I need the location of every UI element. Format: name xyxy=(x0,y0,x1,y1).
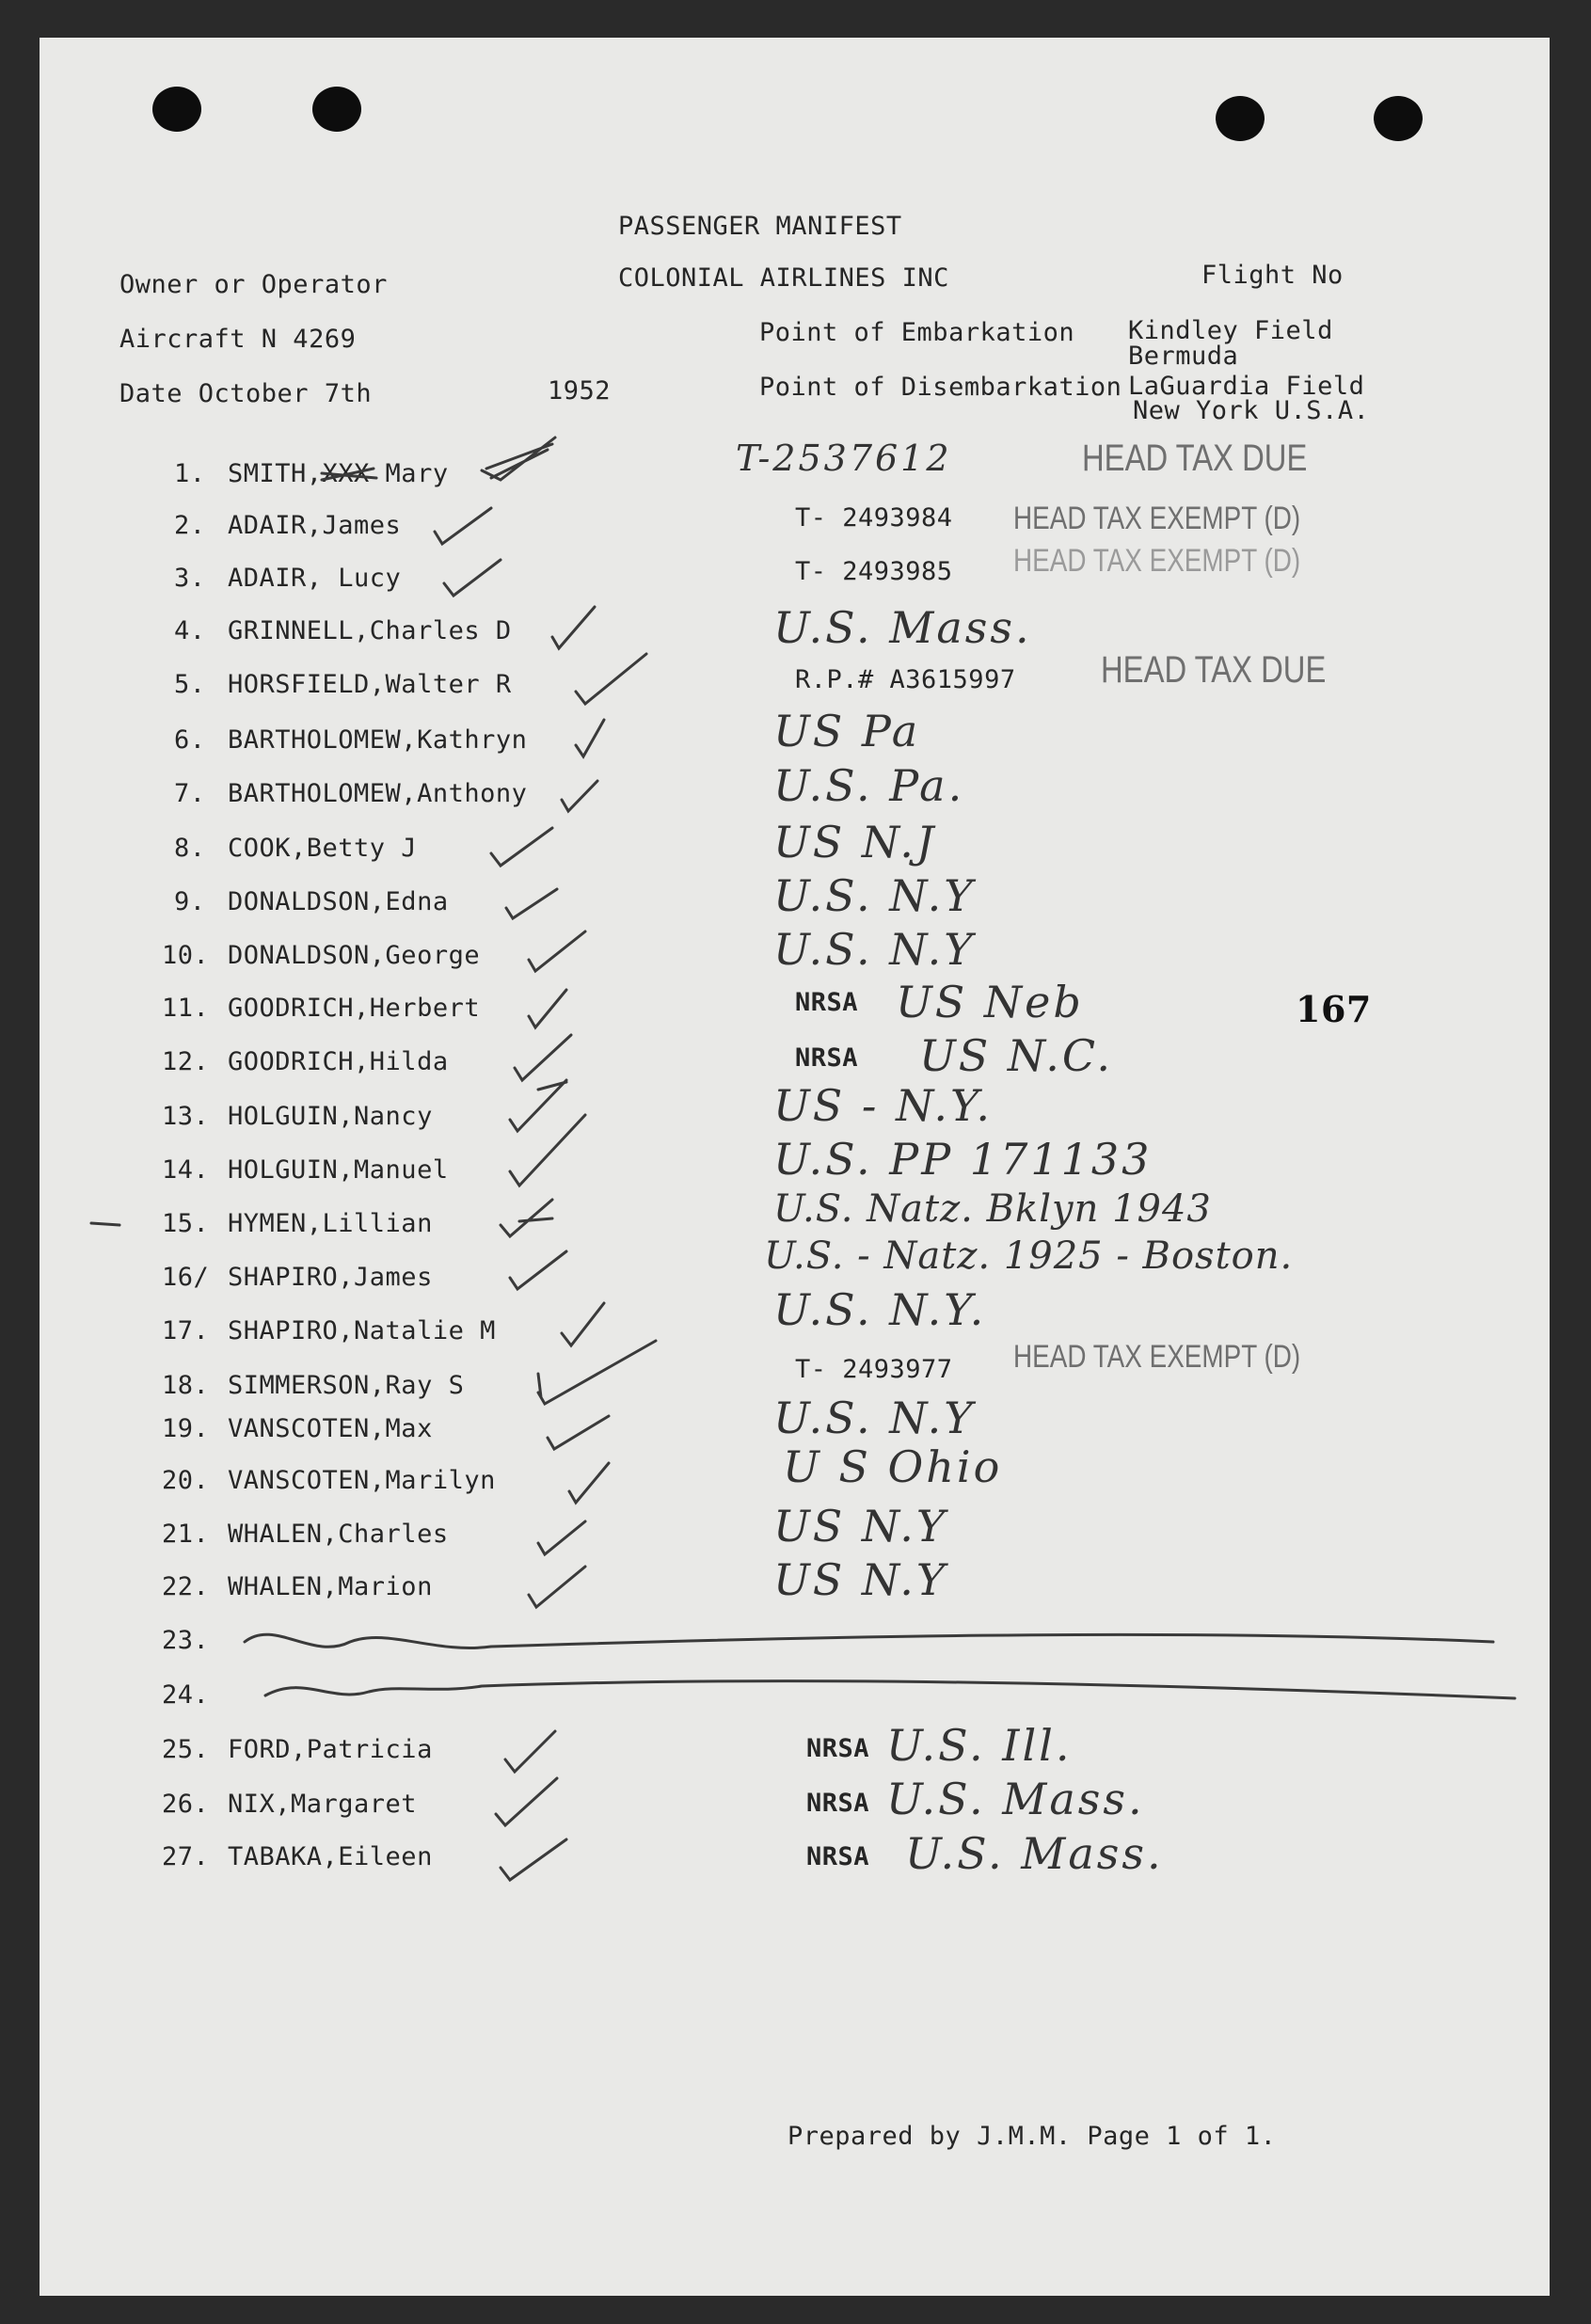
checkmark xyxy=(529,990,566,1027)
checkmark xyxy=(435,508,491,544)
disembarkation-place: LaGuardia Field xyxy=(1128,372,1365,401)
scribble-mark xyxy=(482,438,555,480)
checkmark xyxy=(510,1251,566,1289)
passenger-name: HOLGUIN,Nancy xyxy=(228,1102,433,1131)
passenger-number: 10. xyxy=(162,941,210,970)
checkmark xyxy=(510,1080,566,1131)
strike-through xyxy=(322,469,376,480)
checkmark xyxy=(576,654,646,704)
passenger-number: 21. xyxy=(162,1520,210,1549)
passenger-number: 24. xyxy=(162,1680,210,1710)
passenger-number: 8. xyxy=(174,834,206,863)
passenger-name: GRINNELL,Charles D xyxy=(228,616,512,645)
passenger-number: 25. xyxy=(162,1735,210,1764)
checkmark xyxy=(538,1521,585,1554)
head-tax-stamp: HEAD TAX EXEMPT (D) xyxy=(1013,501,1301,536)
passenger-name: GOODRICH,Herbert xyxy=(228,994,481,1023)
handwritten-doc: U.S. - Natz. 1925 - Boston. xyxy=(764,1234,1294,1278)
handwritten-doc: U.S. Mass. xyxy=(905,1828,1164,1879)
passenger-number: 15. xyxy=(162,1209,210,1238)
margin-dash xyxy=(91,1223,119,1225)
checkmark xyxy=(538,1341,656,1404)
checkmark xyxy=(562,781,597,811)
handwritten-doc: U.S. Ill. xyxy=(886,1720,1073,1771)
passenger-name: VANSCOTEN,Max xyxy=(228,1414,433,1443)
passenger-name: DONALDSON,George xyxy=(228,941,481,970)
aircraft: Aircraft N 4269 xyxy=(119,325,357,354)
passenger-name: BARTHOLOMEW,Anthony xyxy=(228,779,528,808)
manifest-title: PASSENGER MANIFEST xyxy=(618,212,902,241)
handwritten-doc: US Neb xyxy=(896,977,1084,1027)
passenger-number: 12. xyxy=(162,1047,210,1076)
passenger-name: BARTHOLOMEW,Kathryn xyxy=(228,725,528,755)
passenger-name: SMITH,XXX Mary xyxy=(228,459,449,488)
nrsa-label: NRSA xyxy=(806,1842,870,1871)
passenger-number: 6. xyxy=(174,725,206,755)
nrsa-label: NRSA xyxy=(806,1789,870,1818)
passenger-name: TABAKA,Eileen xyxy=(228,1842,433,1871)
passenger-number: 19. xyxy=(162,1414,210,1443)
nrsa-label: NRSA xyxy=(795,988,859,1017)
passenger-number: 17. xyxy=(162,1316,210,1345)
handwritten-doc: T-2537612 xyxy=(736,438,952,479)
passenger-name: SIMMERSON,Ray S xyxy=(228,1371,465,1400)
passenger-number: 2. xyxy=(174,511,206,540)
disembarkation-place-2: New York U.S.A. xyxy=(1133,396,1370,425)
passenger-name: SHAPIRO,James xyxy=(228,1263,433,1292)
passenger-name: GOODRICH,Hilda xyxy=(228,1047,449,1076)
nrsa-label: NRSA xyxy=(795,1043,859,1073)
passenger-number: 5. xyxy=(174,670,206,699)
manifest-page xyxy=(40,38,1550,2296)
handwritten-doc: US N.Y xyxy=(773,1501,948,1552)
passenger-number: 23. xyxy=(162,1626,210,1655)
passenger-number: 13. xyxy=(162,1102,210,1131)
passenger-name: SHAPIRO,Natalie M xyxy=(228,1316,496,1345)
passenger-name: HORSFIELD,Walter R xyxy=(228,670,512,699)
handwritten-doc: US Pa xyxy=(773,706,921,756)
passenger-number: 1. xyxy=(174,459,206,488)
ticket-number: T- 2493985 xyxy=(795,557,953,586)
checkmark xyxy=(529,931,585,971)
embarkation-place-2: Bermuda xyxy=(1128,342,1239,371)
nrsa-label: NRSA xyxy=(806,1734,870,1763)
handwritten-doc: US N.Y xyxy=(773,1554,948,1605)
passenger-name: FORD,Patricia xyxy=(228,1735,433,1764)
passenger-number: 22. xyxy=(162,1572,210,1601)
pen-marks xyxy=(40,38,1550,2296)
handwritten-doc: U.S. Natz. Bklyn 1943 xyxy=(773,1187,1212,1231)
ticket-number: T- 2493984 xyxy=(795,503,953,533)
passenger-name: DONALDSON,Edna xyxy=(228,887,449,916)
checkmark xyxy=(576,720,604,756)
checkmark xyxy=(491,828,552,866)
disembarkation-label: Point of Disembarkation xyxy=(759,373,1122,402)
handwritten-doc: US N.C. xyxy=(919,1030,1114,1081)
wavy-line xyxy=(245,1634,1493,1647)
checkmark xyxy=(548,1416,609,1449)
handwritten-doc: US - N.Y. xyxy=(773,1080,994,1131)
handwritten-doc: U.S. Pa. xyxy=(773,760,965,811)
checkmark xyxy=(552,607,595,648)
passenger-name: VANSCOTEN,Marilyn xyxy=(228,1466,496,1495)
checkmark xyxy=(505,1731,555,1772)
passenger-number: 27. xyxy=(162,1842,210,1871)
embarkation-label: Point of Embarkation xyxy=(759,318,1075,347)
head-tax-stamp: HEAD TAX EXEMPT (D) xyxy=(1013,1339,1301,1375)
handwritten-doc: U.S. Mass. xyxy=(886,1774,1145,1824)
operator-name: COLONIAL AIRLINES INC xyxy=(618,263,949,293)
owner-label: Owner or Operator xyxy=(119,270,388,299)
head-tax-stamp: HEAD TAX EXEMPT (D) xyxy=(1013,543,1301,579)
passenger-name: NIX,Margaret xyxy=(228,1790,418,1819)
passenger-name: ADAIR,James xyxy=(228,511,402,540)
handwritten-doc: U.S. N.Y xyxy=(773,924,976,975)
handwritten-doc: U.S. N.Y xyxy=(773,870,976,921)
handwritten-doc: U.S. PP 171133 xyxy=(773,1134,1153,1185)
prepared-by-footer: Prepared by J.M.M. Page 1 of 1. xyxy=(788,2122,1277,2151)
passenger-number: 3. xyxy=(174,564,206,593)
passenger-number: 4. xyxy=(174,616,206,645)
handwritten-doc: U.S. N.Y xyxy=(773,1393,976,1443)
flight-label: Flight No xyxy=(1201,261,1344,290)
wavy-line xyxy=(265,1681,1515,1698)
passenger-name: COOK,Betty J xyxy=(228,834,418,863)
checkmark xyxy=(529,1567,585,1607)
passenger-number: 7. xyxy=(174,779,206,808)
handwritten-doc: U.S. N.Y. xyxy=(773,1284,987,1335)
handwritten-doc: U S Ohio xyxy=(783,1441,1003,1492)
checkmark xyxy=(562,1303,604,1345)
checkmark xyxy=(444,560,501,596)
passenger-number: 16/ xyxy=(162,1263,210,1292)
checkmark xyxy=(496,1778,557,1825)
handwritten-doc: US N.J xyxy=(773,817,937,868)
head-tax-stamp: HEAD TAX DUE xyxy=(1082,438,1308,479)
passenger-number: 20. xyxy=(162,1466,210,1495)
reentry-permit: R.P.# A3615997 xyxy=(795,665,1016,694)
passenger-number: 9. xyxy=(174,887,206,916)
checkmark xyxy=(569,1463,609,1503)
passenger-name: HOLGUIN,Manuel xyxy=(228,1155,449,1185)
passenger-number: 14. xyxy=(162,1155,210,1185)
checkmark xyxy=(515,1035,571,1080)
manifest-date: Date October 7th xyxy=(119,379,373,408)
passenger-name: WHALEN,Marion xyxy=(228,1572,433,1601)
checkmark xyxy=(501,1839,566,1880)
checkmark xyxy=(501,1200,552,1236)
handwritten-doc: U.S. Mass. xyxy=(773,602,1032,653)
passenger-number: 11. xyxy=(162,994,210,1023)
passenger-number: 18. xyxy=(162,1371,210,1400)
passenger-name: WHALEN,Charles xyxy=(228,1520,449,1549)
passenger-number: 26. xyxy=(162,1790,210,1819)
embarkation-place: Kindley Field xyxy=(1128,316,1333,345)
head-tax-stamp: HEAD TAX DUE xyxy=(1101,649,1327,691)
checkmark xyxy=(506,889,557,918)
passenger-name: HYMEN,Lillian xyxy=(228,1209,433,1238)
ticket-number: T- 2493977 xyxy=(795,1355,953,1384)
page-number: 167 xyxy=(1296,988,1372,1030)
passenger-name: ADAIR, Lucy xyxy=(228,564,402,593)
manifest-year: 1952 xyxy=(548,376,612,406)
